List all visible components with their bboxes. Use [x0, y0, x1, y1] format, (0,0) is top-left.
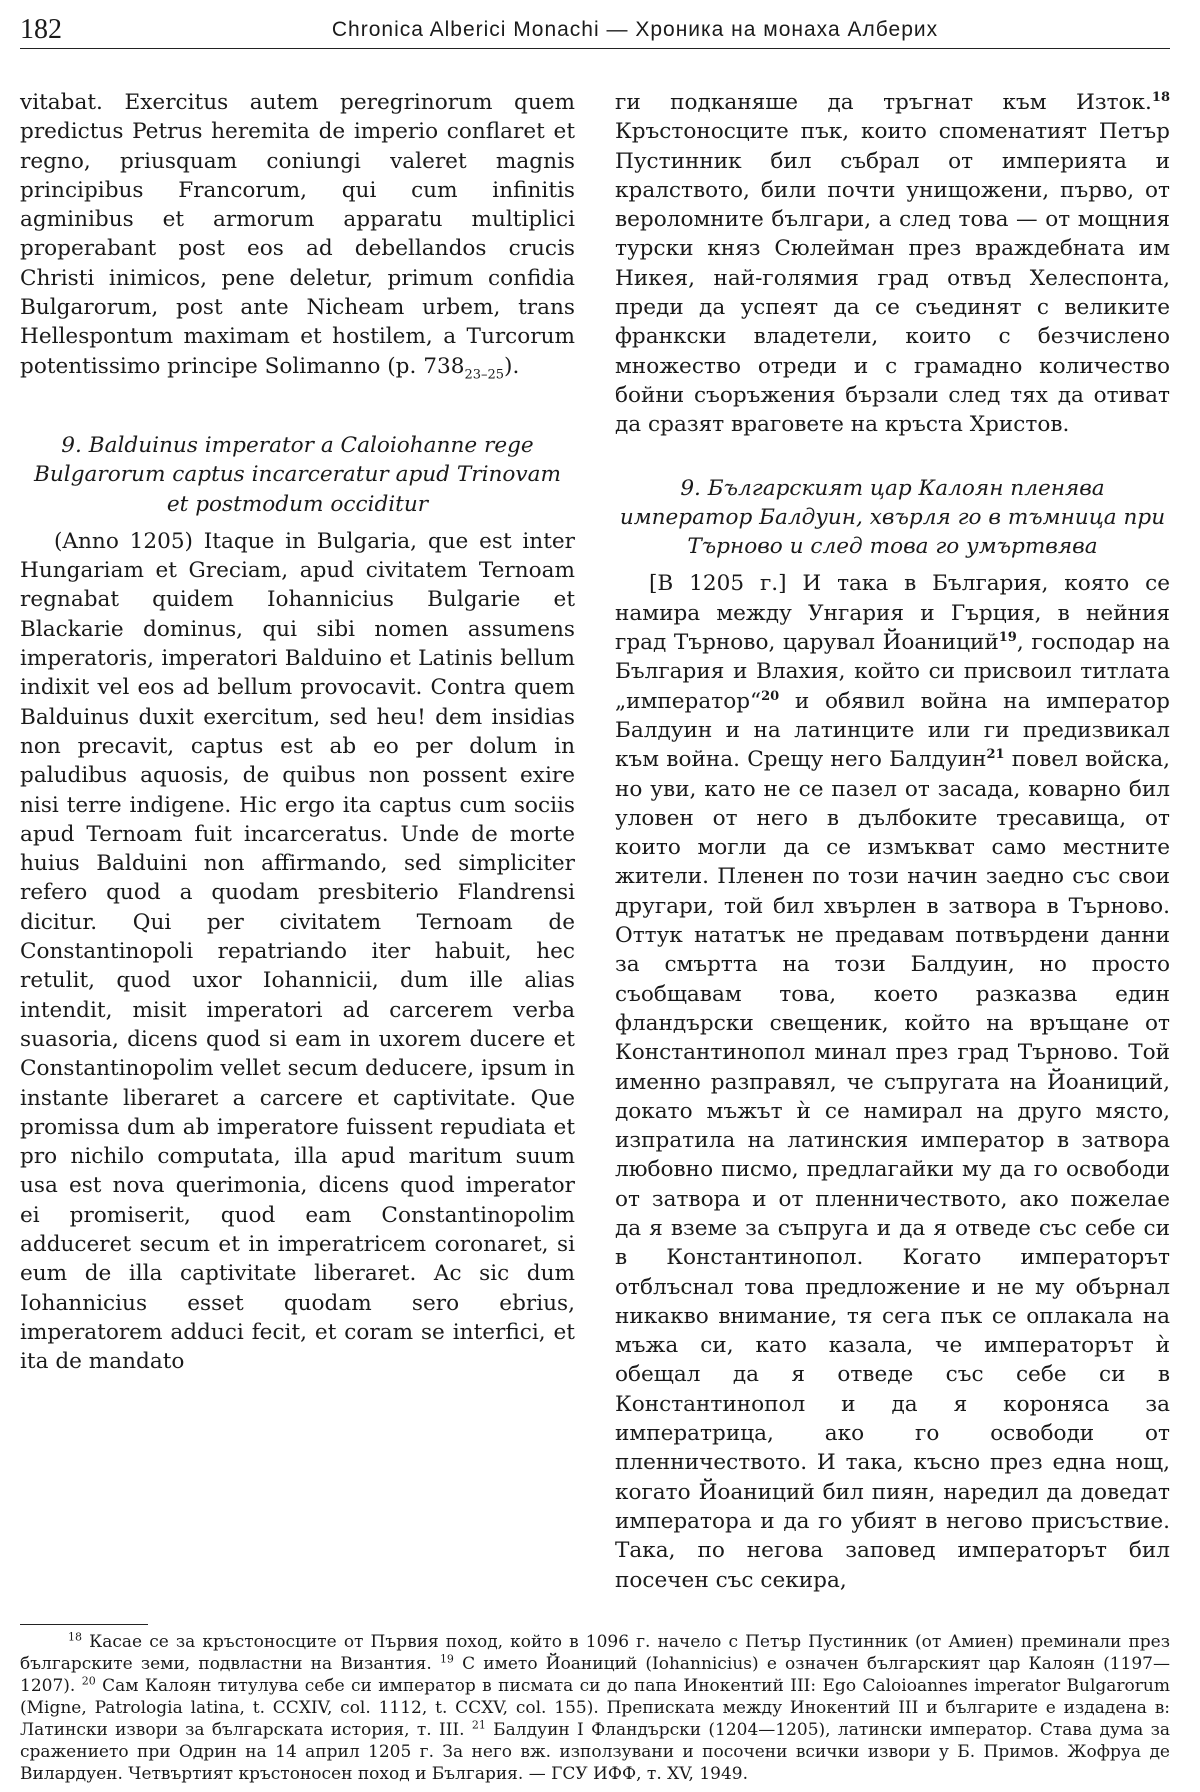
footnote-20: Сам Калоян титулува себе си император в писмата си до папа Инокентий III: Ego Caloioannes imperator Bulgarorum (Migne, Patrologia latina, t. CCXIV, col. 1112, t. CCXV, col. 155). Преписката между Инокентий III и българите е издадена в: Латински извори за българската история, т. III. — [20, 1676, 1170, 1740]
bulgarian-body-paragraph — [615, 569, 1170, 1594]
bulgarian-opening-text: ги подканяше да тръгнат към Изток. — [615, 90, 1152, 115]
bulgarian-body-text-a: [В 1205 г.] И така в България, която се намира между Унгария и Гърция, в нейния град Търново, царувал Йоаниций — [615, 571, 1170, 656]
section-spacer — [615, 440, 1170, 474]
footnote-19: С името Йоаниций (Iohannicius) е означен българският цар Калоян (1197—1207). — [20, 1654, 1170, 1696]
footnote-rule — [20, 1624, 148, 1625]
bulgarian-column — [615, 88, 1170, 1595]
bulgarian-section-title: 9. Българският цар Калоян пленява император Балдуин, хвърля го в тъмница при Търново и след това го умъртвява — [619, 475, 1166, 560]
section-spacer — [20, 381, 575, 431]
running-title: Chronica Alberici Monachi — Хроника на монаха Алберих — [331, 18, 939, 41]
footnote-ref-18: 18 — [1151, 89, 1170, 105]
latin-section-title: 9. Balduinus imperator a Caloiohanne rege Bulgarorum captus incarceratur apud Trinovam et postmodum occiditur — [34, 432, 561, 517]
footnote-ref-20: 20 — [761, 688, 780, 704]
bulgarian-opening-rest: Кръстоносците пък, които споменатият Петър Пустинник бил събрал от империята и кралството, били почти унищожени, първо, от вероломните българи, а след това — от мощния турски княз Сюлейман през враждебната им Никея, най-голямия град отвъд Хелеспонта, преди да успеят да се съединят с великите франкски владетели, които с безчислено множество отреди и с грамадно количество бойни съоръжения бързали след тях да отиват да сразят враговете на кръста Христов. — [615, 119, 1170, 438]
document-page — [20, 8, 1170, 1784]
latin-page-line-ref: 23–25 — [464, 366, 505, 382]
footnote-number-19: 19 — [439, 1652, 454, 1666]
bulgarian-body-text-d: повел войска, но уви, като не се пазел от засада, коварно бил уловен от него в дълбоките тресавища, от които могли да се измъкват само местните жители. Пленен по този начин заедно със свои другари, той бил хвърлен в затвора в Търново. Оттук нататък не предавам потвърдени данни за смъртта на този Балдуин, но просто съобщавам това, което разказва един фландърски свещеник, който на връщане от Константинопол минал през град Търново. Той именно разправял, че съпругата на Йоаниций, докато мъжът ѝ се намирал на друго място, изпратила на латинския император в затвора любовно писмо, предлагайки му да го освободи от затвора и от пленничеството, ако пожелае да я вземе за съпруга и да я отведе със себе си в Константинопол. Когато императорът отблъснал това предложение и не му обърнал никакво внимание, тя сега пък се оплакала на мъжа си, като казала, че императорът ѝ обещал да я отведе със себе си в Константинопол и да я короняса за императрица, ако го освободи от пленничеството. И така, късно през една нощ, когато Йоаниций бил пиян, наредил да доведат императора и да го убият в негово присъствие. Така, по негова заповед императорът бил посечен със секира, — [615, 747, 1170, 1593]
footnote-ref-21: 21 — [986, 747, 1005, 763]
footnote-ref-19: 19 — [998, 629, 1017, 645]
footnote-number-21: 21 — [471, 1718, 486, 1732]
bulgarian-body-text-b: , господар на България и Влахия, който си присвоил титлата „император“ — [615, 630, 1171, 714]
footnotes-text — [20, 1631, 1170, 1785]
footnote-number-20: 20 — [81, 1674, 96, 1688]
latin-opening-text: vitabat. Exercitus autem peregrinorum quem predictus Petrus heremita de imperio conflaret et regno, priusquam coniungi valeret magnis principibus Francorum, qui cum infinitis agminibus et armorum apparatu multiplici properabant post eos ad debellandos crucis Christi inimicos, pene deletur, primum confidia Bulgarorum, post ante Nicheam urbem, trans Hellespontum maximam et hostilem, a Turcorum potentissimo principe Solimanno (p. 738 — [20, 90, 575, 379]
footnote-18: Касае се за кръстоносците от Първия поход, който в 1096 г. начело с Петър Пустинник (от Амиен) преминали през българските земи, подвластни на Византия. — [20, 1632, 1170, 1674]
bulgarian-opening-paragraph — [615, 88, 1170, 440]
page-header — [20, 8, 1170, 49]
bulgarian-body-text-c: и обявил война на император Балдуин и на латинците или ги предизвикал към война. Срещу него Балдуин — [615, 688, 1170, 773]
footnote-21: Балдуин I Фландърски (1204—1205), латински император. Става дума за сражението при Одрин на 14 април 1205 г. За него вж. използувани и посочени всички извори у Б. Примов. Жофруа де Вилардуен. Четвъртият кръстоносен поход и България. — ГСУ ИФФ, т. XV, 1949. — [20, 1720, 1170, 1784]
footnote-number-18: 18 — [68, 1630, 82, 1644]
page-number: 182 — [20, 14, 62, 45]
latin-opening-end: ). — [504, 353, 520, 379]
latin-body-paragraph: (Anno 1205) Itaque in Bulgaria, que est inter Hungariam et Greciam, apud civitatem Ternoam regnabat quidem Iohannicius Bulgarie et Blackarie dominus, qui sibi nomen assumens imperatoris, imperatori Balduino et Latinis bellum indixit vel eos ad bellum provocavit. Contra quem Balduinus duxit exercitum, sed heu! dem insidias non precavit, captus est ab eo per dolum in paludibus aquosis, de quibus non possent exire nisi terre indigene. Hic ergo ita captus cum sociis apud Ternoam fuit incarceratus. Unde de morte huius Balduini non affirmando, sed simpliciter refero quod a quodam presbiterio Flandrensi dicitur. Qui per civitatem Ternoam de Constantinopoli repatriando iter habuit, hec retulit, quod uxor Iohannicii, dum ille alias intendit, misit imperatori ad carcerem verba suasoria, dicens quod si eam in uxorem ducere et Constantinopolim vellet secum deducere, ipsum in instante liberaret a carcere et captivitate. Que promissa dum ab imperatore fuissent repudiata et pro nichilo computata, illa apud maritum suum usa est nova querimonia, dicens quod imperator ei promiserit, quod eam Constantinopolim adduceret secum et in imperatricem coronaret, si eum de illa captivitate liberaret. Ac sic dum Iohannicius esset quodam sero ebrius, imperatorem adduci fecit, et coram se interfici, et ita de mandato — [20, 528, 575, 1375]
latin-opening-paragraph — [20, 88, 575, 381]
footnotes-section — [20, 1624, 1170, 1785]
latin-column — [20, 88, 575, 1376]
